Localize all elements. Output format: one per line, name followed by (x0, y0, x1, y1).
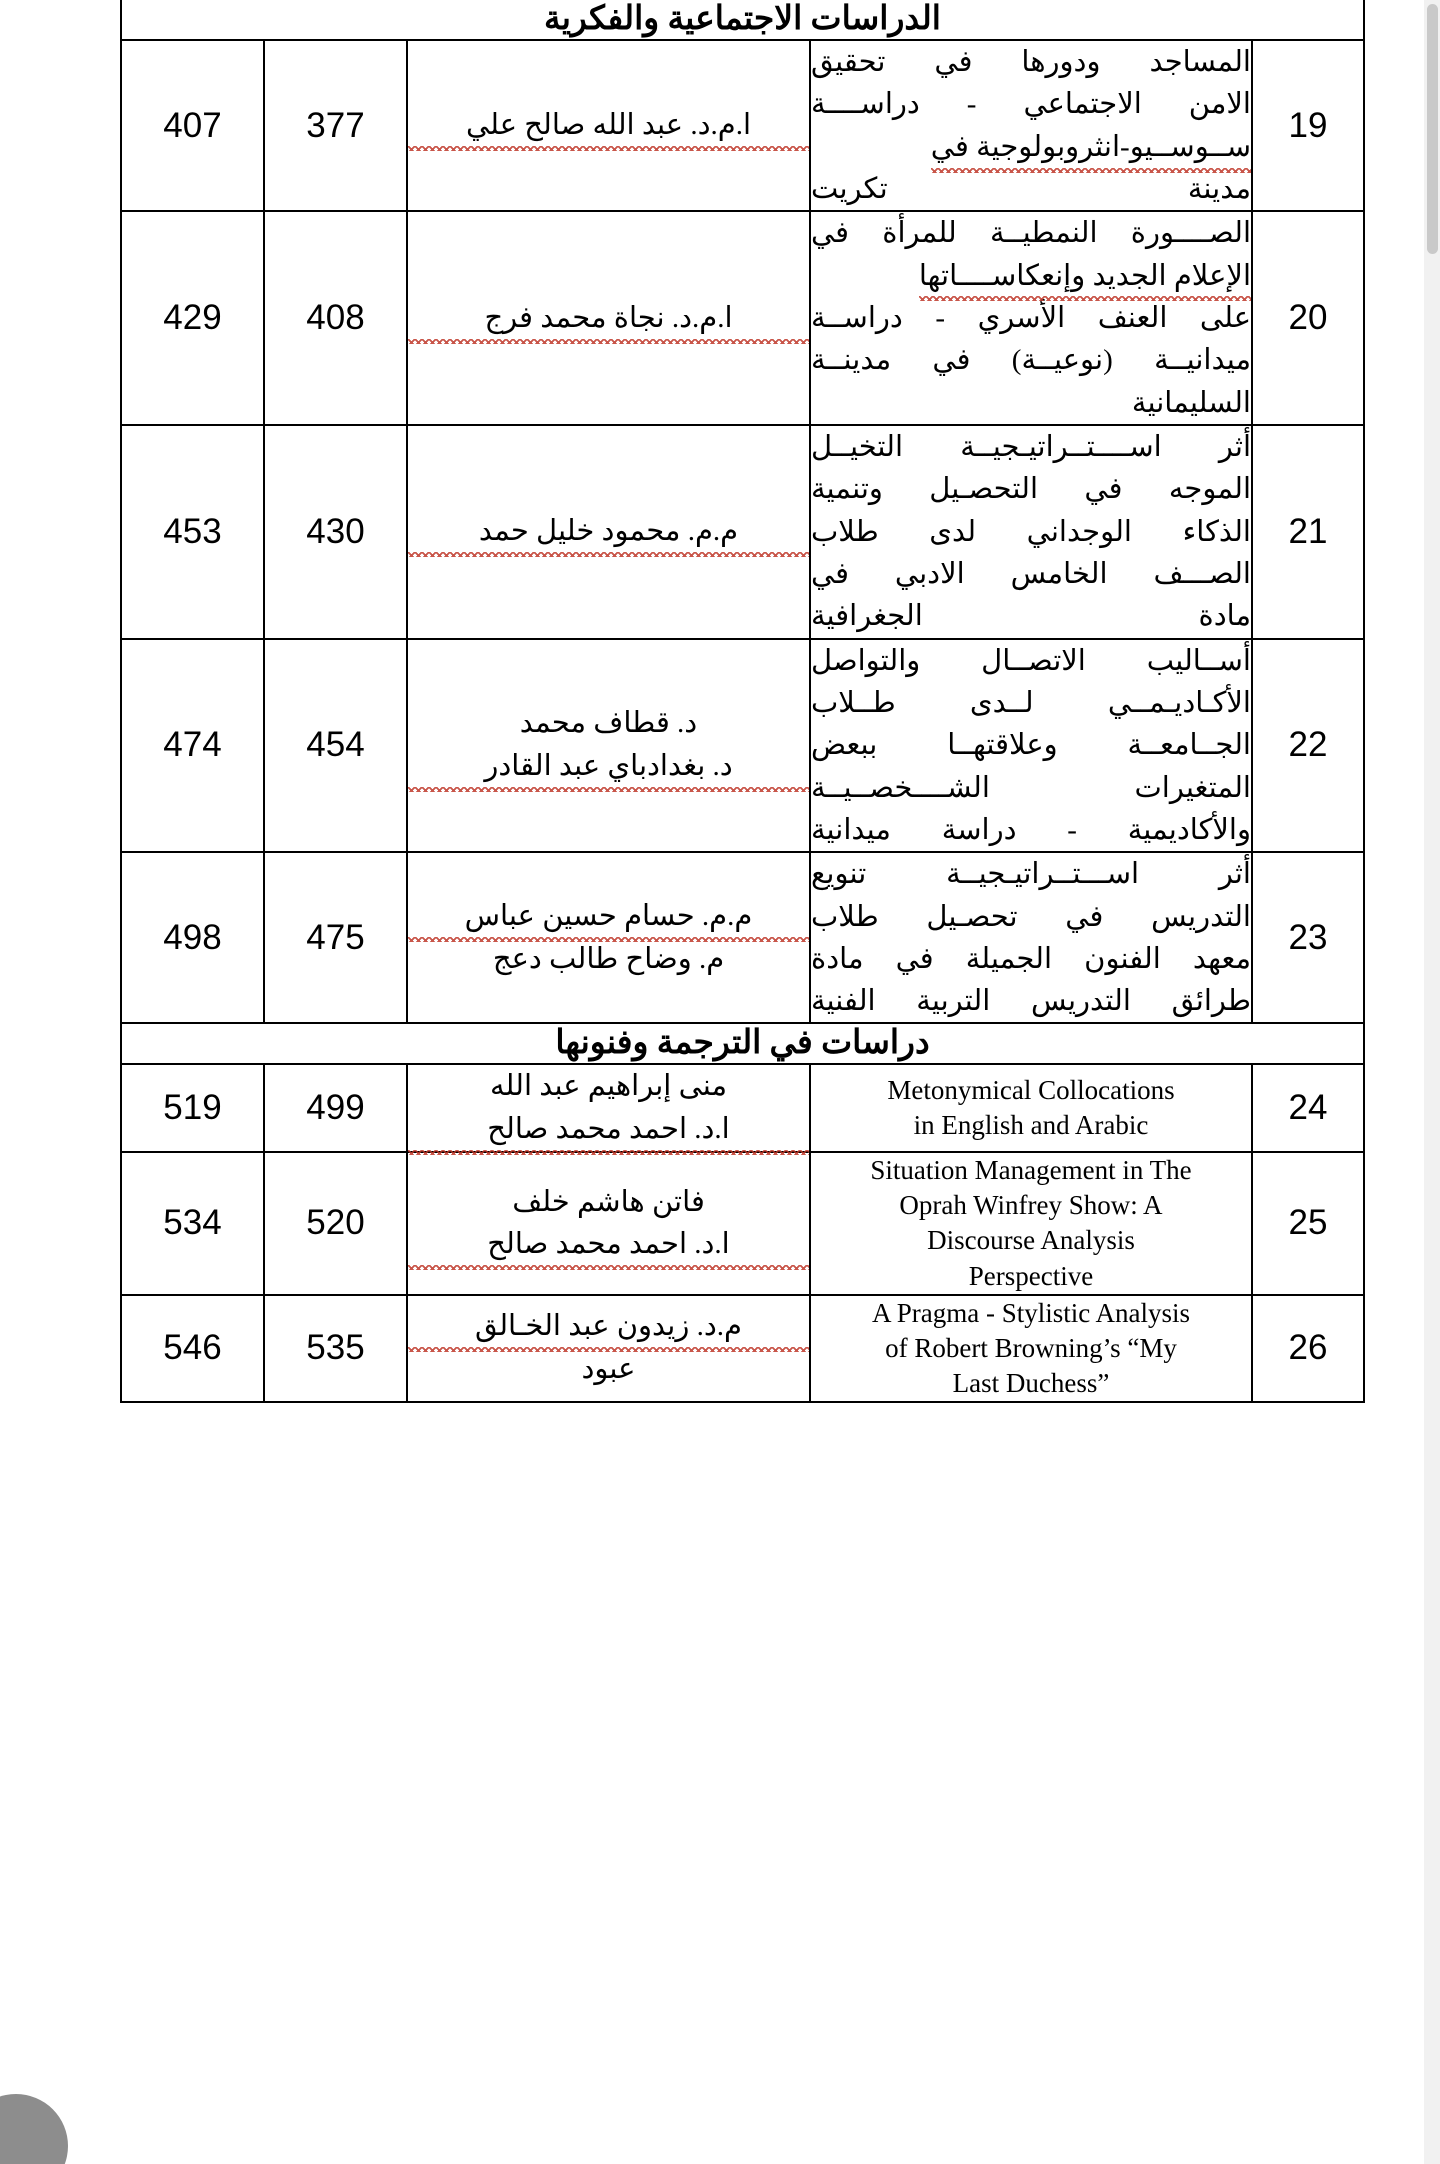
title-line-misspelled: ســوســيو-انثروبولوجية في (931, 126, 1251, 168)
table-row (121, 639, 1364, 853)
title-line: Situation Management in The (870, 1155, 1192, 1186)
entry-page-from: 408 (264, 211, 407, 425)
entry-number: 20 (1252, 211, 1364, 425)
author-name: ا.د. احمد محمد صالح (408, 1223, 809, 1266)
title-line: A Pragma - Stylistic Analysis (871, 1297, 1190, 1328)
scrollbar[interactable] (1424, 0, 1440, 2164)
author-name: ا.م.د. نجاة محمد فرج (408, 297, 809, 340)
title-line: Last Duchess” (952, 1367, 1110, 1398)
title-line: على العنف الأسري - دراســة (811, 301, 1251, 334)
title-line: الجــامعــة وعلاقتهــا ببعض (811, 729, 1251, 762)
title-line: أســاليب الاتصــال والتواصل (811, 644, 1251, 677)
entry-number: 26 (1252, 1295, 1364, 1402)
title-line: الصـــف الخامس الادبي في (811, 557, 1251, 590)
table-row (121, 1295, 1364, 1402)
title-line: طرائق التدريس التربية الفنية (811, 985, 1251, 1018)
entry-authors (407, 425, 810, 639)
entry-page-to: 546 (121, 1295, 264, 1402)
entry-page-from: 430 (264, 425, 407, 639)
title-line: المتغيرات الشــــخصــيــة (811, 771, 1251, 804)
title-line: أثر اســـتــراتيـجيــة تنويع (811, 858, 1251, 891)
entry-page-from: 454 (264, 639, 407, 853)
table-row (121, 211, 1364, 425)
entry-page-from: 475 (264, 852, 407, 1023)
author-name: فاتن هاشم خلف (512, 1185, 705, 1218)
section-header-row (121, 1023, 1364, 1064)
entry-page-to: 474 (121, 639, 264, 853)
entry-title (810, 1152, 1252, 1294)
entry-title (810, 639, 1252, 853)
entry-authors (407, 40, 810, 211)
entry-number: 24 (1252, 1064, 1364, 1152)
table-row (121, 1152, 1364, 1294)
entry-number: 19 (1252, 40, 1364, 211)
entry-page-from: 377 (264, 40, 407, 211)
title-line: المساجد ودورها في تحقيق (811, 45, 1251, 78)
title-line: Oprah Winfrey Show: A (899, 1190, 1163, 1221)
entry-title (810, 1295, 1252, 1402)
entry-page-to: 534 (121, 1152, 264, 1294)
author-name: م.م. محمود خليل حمد (408, 510, 809, 553)
table-row (121, 852, 1364, 1023)
author-name: ا.م.د. عبد الله صالح علي (408, 104, 809, 147)
entry-title (810, 40, 1252, 211)
title-line: والأكاديمية - دراسة ميدانية (811, 813, 1251, 846)
title-line: أثر اســــتــراتيـجيــة التخيــل (811, 430, 1251, 463)
table-row (121, 425, 1364, 639)
entry-title (810, 852, 1252, 1023)
entry-page-to: 453 (121, 425, 264, 639)
title-line: الأكـاديـمــي لــدى طــلاب (811, 686, 1251, 719)
title-line: الامن الاجتماعي - دراســــة (811, 88, 1251, 121)
entry-page-to: 519 (121, 1064, 264, 1152)
entry-title (810, 1064, 1252, 1152)
title-line: الصــــورة النمطيــة للمرأة في (811, 217, 1251, 250)
entry-page-from: 499 (264, 1064, 407, 1152)
entry-authors (407, 1295, 810, 1402)
entry-number: 21 (1252, 425, 1364, 639)
title-line: of Robert Browning’s “My (885, 1332, 1177, 1363)
title-line: الذكاء الوجداني لدى طلاب (811, 515, 1251, 548)
title-line: مدينة تكريت (811, 172, 1251, 205)
section-header-social: الدراسات الاجتماعية والفكرية (121, 0, 1364, 40)
title-line: ميدانيــة (نوعيــة) في مدينــة (811, 344, 1251, 377)
entry-authors (407, 211, 810, 425)
entry-authors (407, 1152, 810, 1294)
entry-authors (407, 852, 810, 1023)
section-header-translation: دراسات في الترجمة وفنونها (121, 1023, 1364, 1064)
entry-authors (407, 1064, 810, 1152)
section-header-row (121, 0, 1364, 40)
table-of-contents-table (120, 0, 1365, 1403)
table-row (121, 40, 1364, 211)
entry-number: 25 (1252, 1152, 1364, 1294)
table-row (121, 1064, 1364, 1152)
title-line: in English and Arabic (913, 1110, 1149, 1141)
entry-page-from: 520 (264, 1152, 407, 1294)
title-line: Perspective (968, 1260, 1094, 1291)
title-line: معهد الفنون الجميلة في مادة (811, 942, 1251, 975)
author-name: د. بغدادباي عبد القادر (408, 745, 809, 788)
author-name: عبود (581, 1353, 636, 1386)
title-line: مادة الجغرافية (811, 600, 1251, 633)
author-name: د. قطاف محمد (519, 707, 698, 740)
title-line: الموجه في التحصـيل وتنمية (811, 473, 1251, 506)
author-name: م.د. زيدون عبد الخـالق (408, 1305, 809, 1348)
author-name: م. وضاح طالب دعج (492, 942, 725, 975)
entry-title (810, 425, 1252, 639)
title-line: السليمانية (1131, 386, 1251, 419)
author-name: م.م. حسام حسين عباس (408, 895, 809, 938)
title-line-misspelled: الإعلام الجديد وإنعكاســــاتها (919, 255, 1251, 297)
entry-number: 23 (1252, 852, 1364, 1023)
entry-page-from: 535 (264, 1295, 407, 1402)
author-name: ا.د. احمد محمد صالح (408, 1108, 809, 1151)
title-line: التدريس في تحصـيل طلاب (811, 900, 1251, 933)
entry-page-to: 429 (121, 211, 264, 425)
entry-number: 22 (1252, 639, 1364, 853)
entry-page-to: 407 (121, 40, 264, 211)
scrollbar-thumb[interactable] (1427, 4, 1438, 254)
entry-title (810, 211, 1252, 425)
title-line: Metonymical Collocations (887, 1075, 1175, 1106)
entry-authors (407, 639, 810, 853)
author-name: منى إبراهيم عبد الله (489, 1070, 728, 1103)
entry-page-to: 498 (121, 852, 264, 1023)
title-line: Discourse Analysis (927, 1225, 1135, 1256)
